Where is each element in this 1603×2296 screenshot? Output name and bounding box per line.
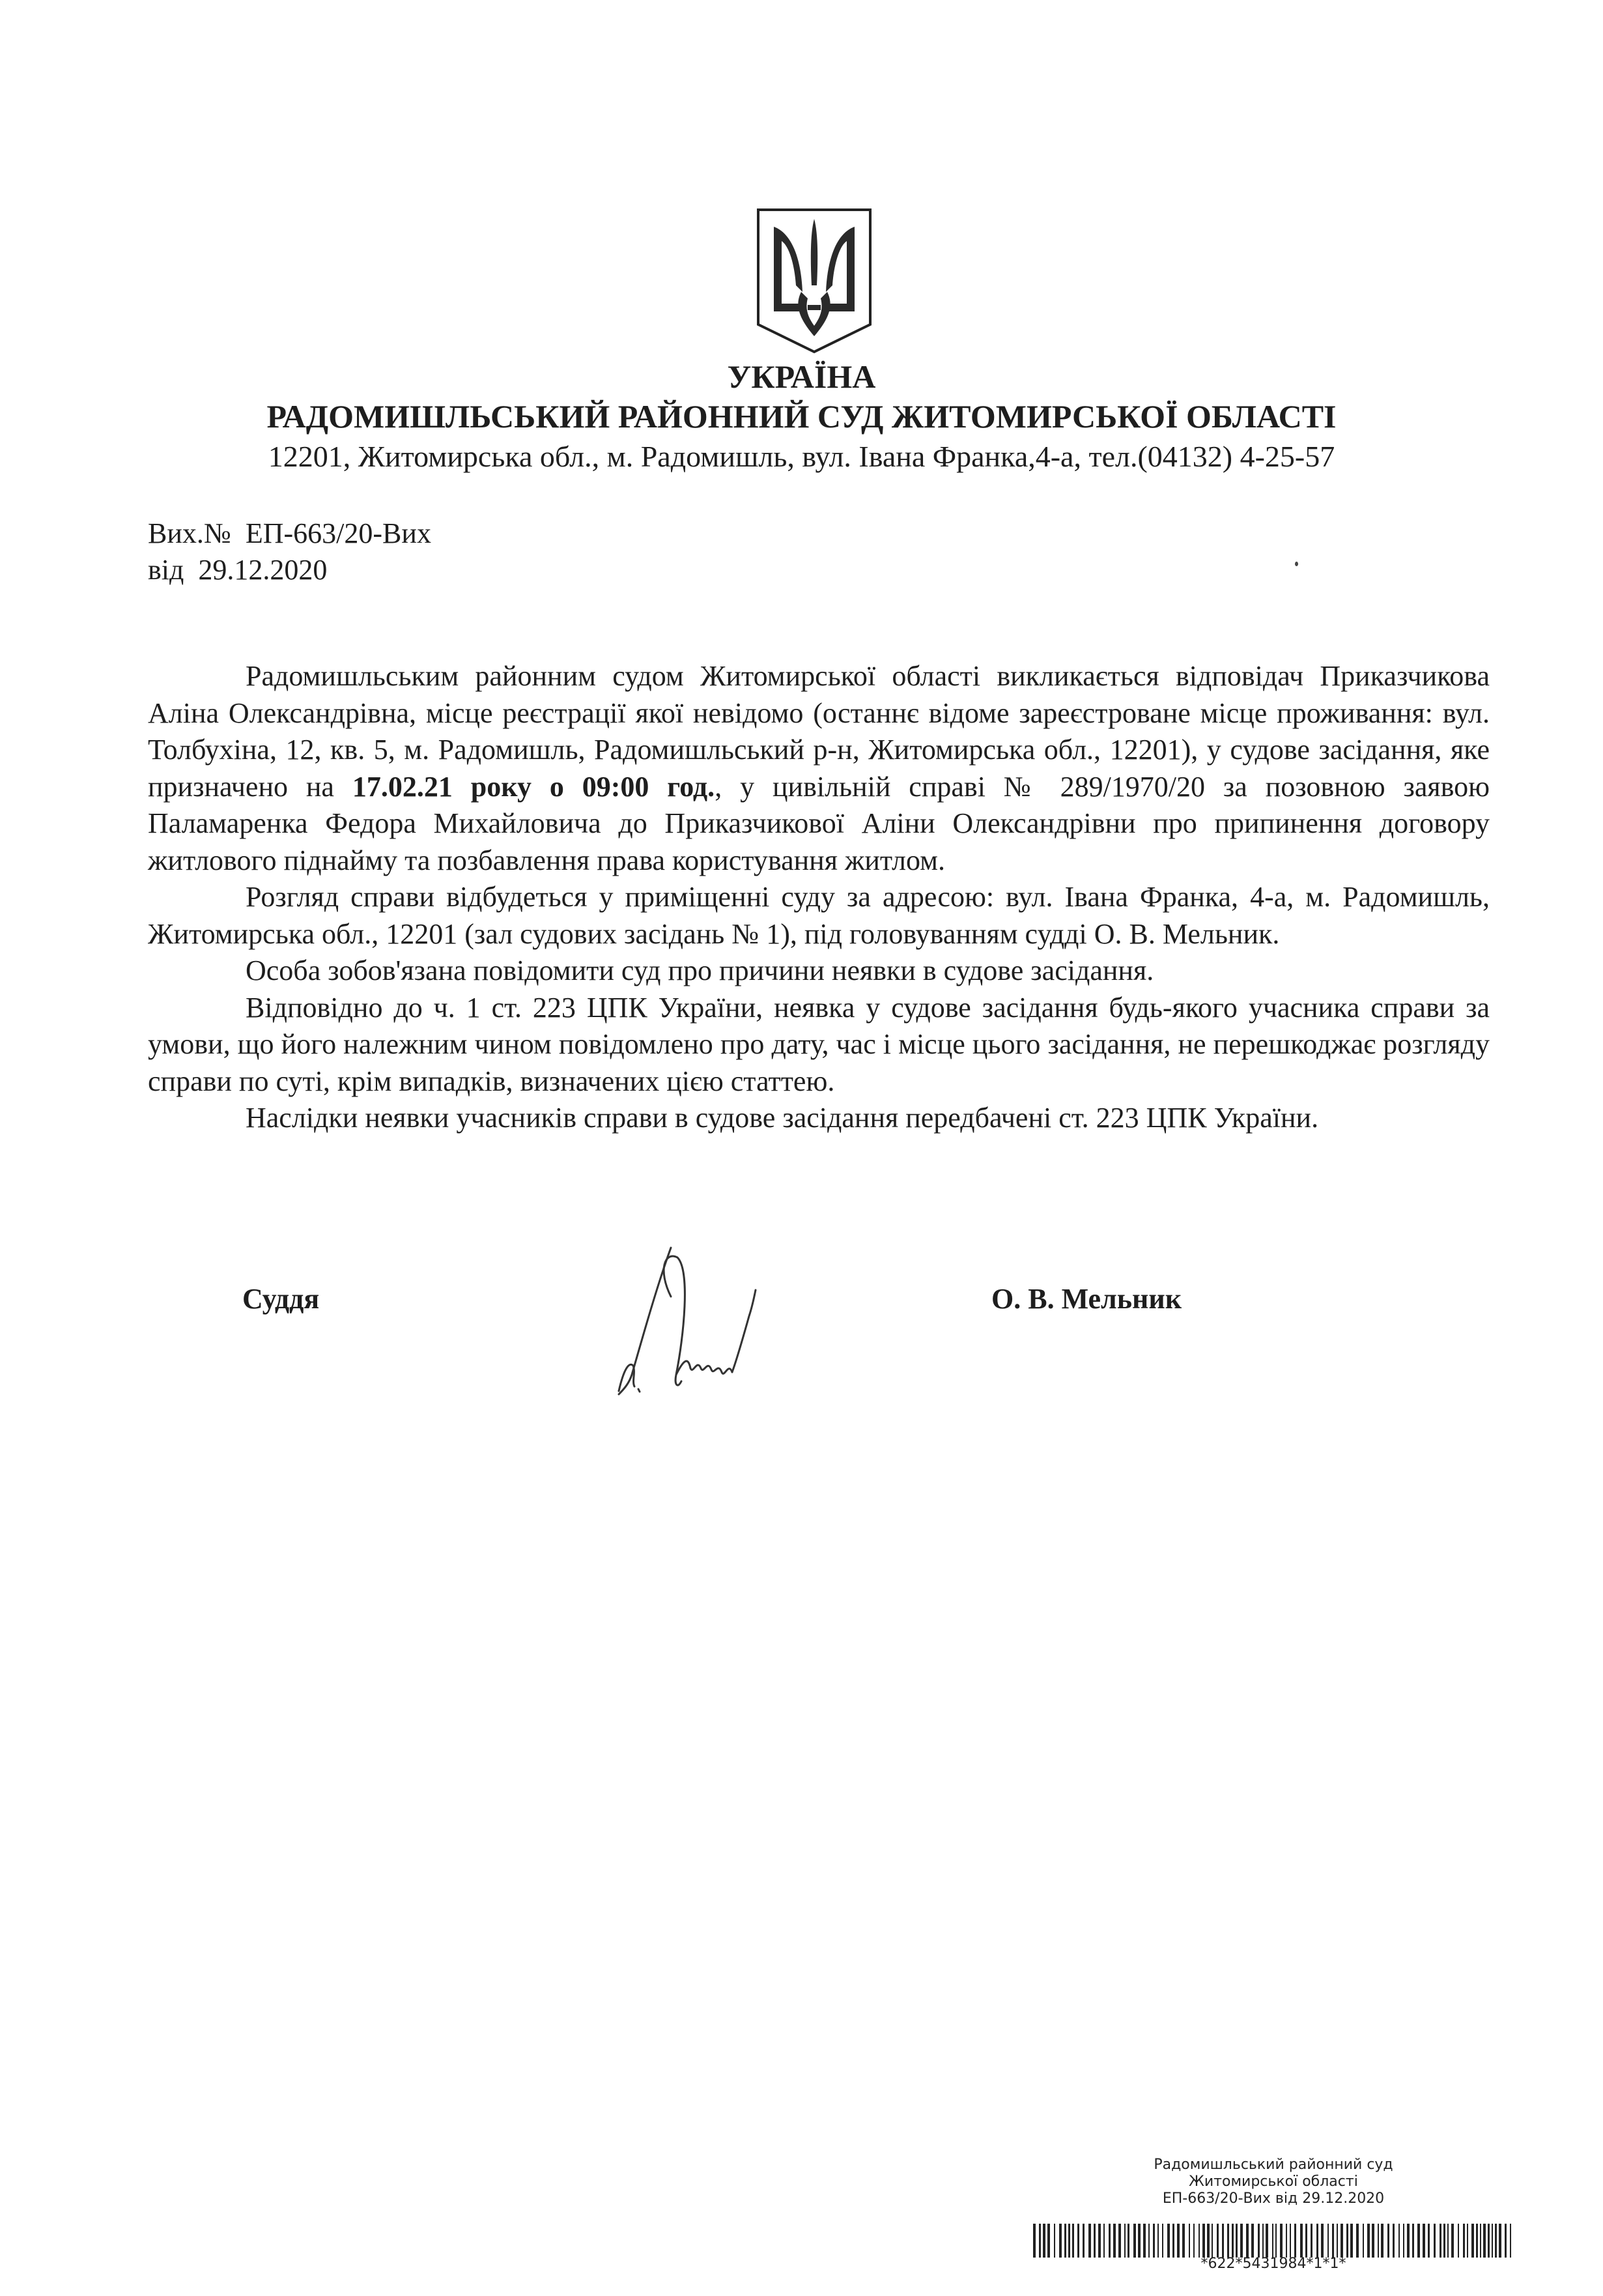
barcode-bar [1054, 2224, 1055, 2258]
hearing-datetime: 17.02.21 року о 09:00 год. [352, 770, 715, 803]
barcode-bar [1177, 2224, 1180, 2258]
scan-speck [1295, 562, 1298, 566]
barcode-bar [1471, 2224, 1474, 2258]
barcode-bar [1387, 2224, 1389, 2258]
barcode-bar [1088, 2224, 1091, 2258]
barcode-bar [1153, 2224, 1155, 2258]
barcode-bar [1290, 2224, 1291, 2258]
barcode-bar [1280, 2224, 1283, 2258]
barcode-bar [1182, 2224, 1185, 2258]
barcode-bar [1447, 2224, 1449, 2258]
paragraph-venue: Розгляд справи відбудеться у приміщенні суду за адресою: вул. Івана Франка, 4-а, м. Радомишль, Житомирська обл., 12201 (зал судових засідань № 1), під головуванням судді О. В. Мельник. [148, 881, 1490, 950]
barcode-bar [1068, 2224, 1070, 2258]
barcode-bar [1118, 2224, 1121, 2258]
barcode-bar [1148, 2224, 1150, 2258]
handwritten-signature-icon [573, 1244, 847, 1401]
barcode-bar [1217, 2224, 1219, 2258]
judge-title: Суддя [242, 1283, 320, 1315]
paragraph-summons: Радомишльським районним судом Житомирської області викликається відповідач Приказчикова Аліна Олександрівна, місце реєстрації якої невідомо (останнє відоме зареєстроване місце проживання: вул. Толбухіна, 12, кв. 5, м. Радомишль, Радомишльський р-н, Житомирська обл., 12201), у судове засідання, яке призначено на 17.02.21 року о 09:00 год., у цивільній справі № 289/1970/20 за позовною заявою Паламаренка Федора Михайловича до Приказчикової Аліни Олександрівни про припинення договору житлового піднайму та позбавлення права користування житлом. [148, 660, 1490, 876]
barcode-bar [1113, 2224, 1116, 2258]
barcode-bar [1202, 2224, 1205, 2258]
barcode-bar [1294, 2224, 1296, 2258]
barcode-bar [1251, 2224, 1254, 2258]
barcode-bar [1510, 2224, 1511, 2258]
barcode-bar [1467, 2224, 1468, 2258]
barcode-bar [1332, 2224, 1334, 2258]
barcode [1033, 2224, 1514, 2258]
barcode-bar [1367, 2224, 1370, 2258]
barcode-bar [1043, 2224, 1045, 2258]
paragraph-consequences: Наслідки неявки учасників справи в судове засідання передбачені ст. 223 ЦПК України. [246, 1102, 1319, 1134]
outgoing-date-label: від [148, 554, 184, 586]
outgoing-number-label: Вих.№ [148, 517, 231, 549]
barcode-bar [1417, 2224, 1420, 2258]
barcode-bar [1039, 2224, 1041, 2258]
barcode-bar [1495, 2224, 1497, 2258]
barcode-bar [1337, 2224, 1338, 2258]
barcode-bar [1428, 2224, 1430, 2258]
court-address: 12201, Житомирська обл., м. Радомишль, вул. Івана Франка,4-а, тел.(04132) 4-25-57 [268, 440, 1335, 473]
barcode-bar [1157, 2224, 1159, 2258]
barcode-bar [1236, 2224, 1238, 2258]
barcode-bar [1403, 2224, 1404, 2258]
barcode-bar [1059, 2224, 1062, 2258]
barcode-bar [1162, 2224, 1163, 2258]
barcode-bar [1505, 2224, 1507, 2258]
barcode-bar [1172, 2224, 1174, 2258]
outgoing-number-value: ЕП-663/20-Вих [245, 517, 431, 549]
barcode-bar [1423, 2224, 1425, 2258]
barcode-bar [1128, 2224, 1129, 2258]
barcode-bar [1451, 2224, 1454, 2258]
barcode-bar [1047, 2224, 1050, 2258]
barcode-bar [1275, 2224, 1277, 2258]
barcode-bar [1341, 2224, 1343, 2258]
barcode-bar [1083, 2224, 1085, 2258]
barcode-bar [1458, 2224, 1459, 2258]
barcode-bar [1199, 2224, 1200, 2258]
stamp-region-line: Житомирської області [1189, 2174, 1358, 2190]
barcode-bar [1378, 2224, 1379, 2258]
barcode-bar [1207, 2224, 1210, 2258]
barcode-bar [1393, 2224, 1395, 2258]
outgoing-date [148, 552, 327, 588]
letter-body [148, 658, 1490, 1137]
barcode-bar [1488, 2224, 1490, 2258]
barcode-bar [1300, 2224, 1303, 2258]
barcode-bar [1463, 2224, 1465, 2258]
barcode-bar [1363, 2224, 1364, 2258]
barcode-bar [1193, 2224, 1195, 2258]
barcode-bar [1227, 2224, 1229, 2258]
barcode-bar [1398, 2224, 1400, 2258]
court-name-heading: РАДОМИШЛЬСЬКИЙ РАЙОННИЙ СУД ЖИТОМИРСЬКОЇ ОБЛАСТІ [266, 398, 1337, 435]
country-heading: УКРАЇНА [727, 358, 876, 395]
judge-name: О. В. Мельник [991, 1283, 1182, 1315]
barcode-bar [1189, 2224, 1190, 2258]
barcode-bar [1222, 2224, 1224, 2258]
barcode-bar [1167, 2224, 1170, 2258]
barcode-bar [1434, 2224, 1436, 2258]
barcode-bar [1033, 2224, 1036, 2258]
paragraph-law-reference: Відповідно до ч. 1 ст. 223 ЦПК України, неявка у судове засідання будь-якого учасника справи за умови, що його належним чином повідомлено про дату, час і місце цього засідання, не перешкоджає розгляду справи по суті, крім випадків, визначених цією статтею. [148, 991, 1490, 1097]
barcode-bar [1240, 2224, 1243, 2258]
barcode-bar [1212, 2224, 1213, 2258]
barcode-bar [1381, 2224, 1383, 2258]
barcode-bar [1232, 2224, 1234, 2258]
barcode-bar [1440, 2224, 1441, 2258]
barcode-bar [1305, 2224, 1307, 2258]
barcode-bar [1372, 2224, 1374, 2258]
barcode-bar [1094, 2224, 1096, 2258]
barcode-bar [1258, 2224, 1260, 2258]
barcode-bar [1316, 2224, 1318, 2258]
barcode-bar [1407, 2224, 1410, 2258]
outgoing-number [148, 516, 431, 551]
barcode-bar [1311, 2224, 1312, 2258]
barcode-bar [1492, 2224, 1493, 2258]
stamp-reference-line: ЕП-663/20-Вих від 29.12.2020 [1162, 2190, 1385, 2207]
barcode-bar [1286, 2224, 1287, 2258]
barcode-bar [1266, 2224, 1268, 2258]
barcode-bar [1077, 2224, 1079, 2258]
stamp-court-line: Радомишльський районний суд [1154, 2157, 1393, 2173]
barcode-bar [1103, 2224, 1105, 2258]
barcode-bar [1350, 2224, 1353, 2258]
barcode-bar [1124, 2224, 1126, 2258]
barcode-bar [1262, 2224, 1264, 2258]
barcode-bar [1346, 2224, 1348, 2258]
paragraph-obligation: Особа зобов'язана повідомити суд про причини неявки в судове засідання. [246, 954, 1154, 986]
barcode-bar [1443, 2224, 1445, 2258]
barcode-bar [1327, 2224, 1329, 2258]
barcode-bar [1072, 2224, 1074, 2258]
barcode-bar [1356, 2224, 1359, 2258]
barcode-bar [1064, 2224, 1066, 2258]
barcode-bar [1133, 2224, 1136, 2258]
outgoing-date-value: 29.12.2020 [198, 554, 328, 586]
barcode-bar [1476, 2224, 1478, 2258]
barcode-number: *622*5431984*1*1* [1200, 2256, 1346, 2272]
barcode-bar [1483, 2224, 1486, 2258]
barcode-bar [1138, 2224, 1141, 2258]
barcode-bar [1098, 2224, 1101, 2258]
barcode-bar [1321, 2224, 1324, 2258]
barcode-bar [1480, 2224, 1481, 2258]
barcode-bar [1499, 2224, 1501, 2258]
barcode-bar [1412, 2224, 1414, 2258]
barcode-bar [1272, 2224, 1273, 2258]
barcode-bar [1109, 2224, 1111, 2258]
barcode-bar [1143, 2224, 1146, 2258]
trident-coat-of-arms-icon [756, 207, 873, 354]
barcode-bar [1246, 2224, 1249, 2258]
